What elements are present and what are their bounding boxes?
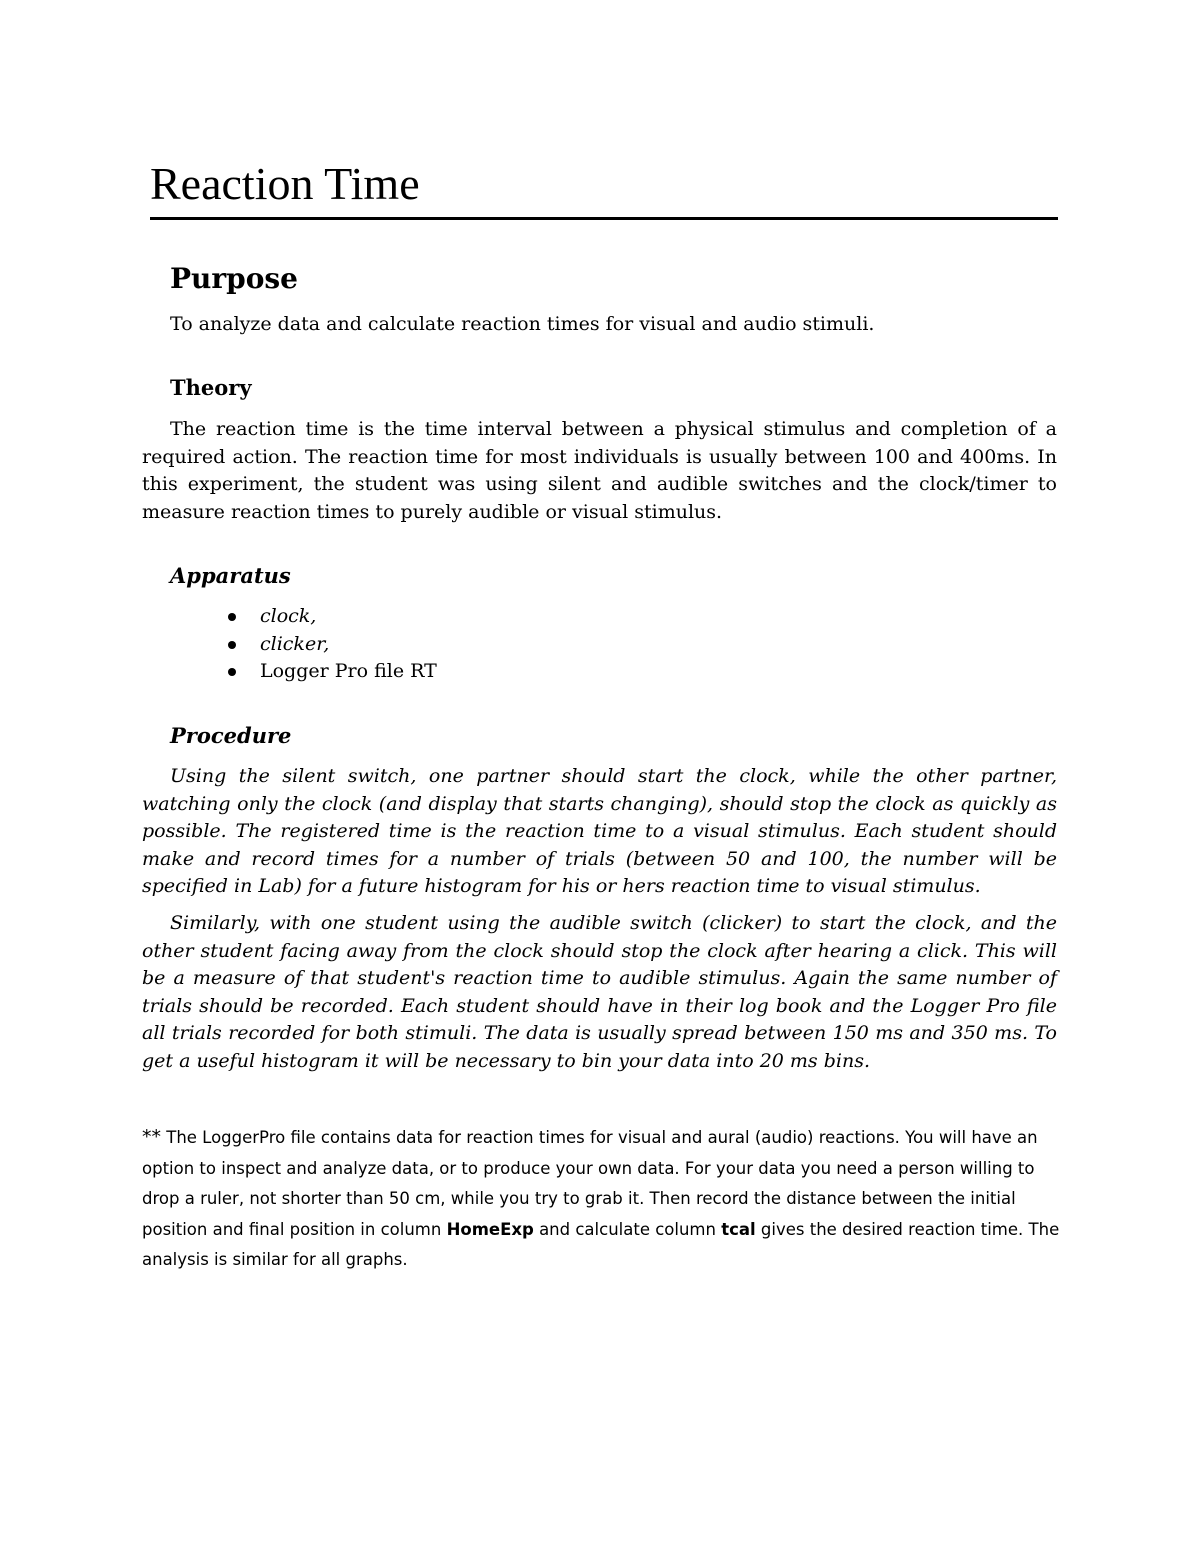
apparatus-heading: Apparatus [170,563,291,588]
list-item [220,658,437,686]
list-item-label: clock, [260,605,317,627]
note-text-part2: and calculate column [533,1219,722,1239]
list-item [220,603,437,631]
document-title: Reaction Time [150,158,420,209]
note-text-part1: The LoggerPro file contains data for reaction times for visual and aural (audio) reactions. You will have an option to inspect and analyze data, or to produce your own data. For your data you need a person willing to drop a ruler, not shorter than 50 cm, while you try to grab it. Then record the distance between the initial position and final position in column [142,1128,1038,1239]
list-item [220,631,437,659]
bullet-icon [228,613,236,621]
theory-paragraph: The reaction time is the time interval between a physical stimulus and completion of a required action. The reaction time for most individuals is usually between 100 and 400ms. In this experiment, the student was using silent and audible switches and the clock/timer to measure reaction times to purely audible or visual stimulus. [142,418,1057,523]
purpose-text: To analyze data and calculate reaction times for visual and audio stimuli. [170,313,875,335]
bullet-icon [228,668,236,676]
procedure-paragraph-audible: Similarly, with one student using the audible switch (clicker) to start the clock, and the other student facing away from the clock should stop the clock after hearing a click. This will be a measure of that student's reaction time to audible stimulus. Again the same number of trials should be recorded. Each student should have in their log book and the Logger Pro file all trials recorded for both stimuli. The data is usually spread between 150 ms and 350 ms. To get a useful histogram it will be necessary to bin your data into 20 ms bins. [142,912,1057,1072]
apparatus-list [220,603,437,686]
note-text-part3: gives the desired reaction time. The analysis is similar for all graphs. [142,1219,1060,1269]
title-underline [150,217,1058,220]
note-column-homeexp: HomeExp [446,1219,534,1239]
bullet-icon [228,641,236,649]
list-item-label: clicker, [260,632,330,655]
note-column-tcal: tcal [721,1219,756,1239]
purpose-heading: Purpose [170,262,298,295]
note-stars: ** [142,1126,161,1148]
procedure-paragraph-visual: Using the silent switch, one partner should start the clock, while the other partner, watching only the clock (and display that starts changing), should stop the clock as quickly as possible. The registered time is the reaction time to a visual stimulus. Each student should make and record times for a number of trials (between 50 and 100, the number will be specified in Lab) for a future histogram for his or hers reaction time to visual stimulus. [142,765,1057,897]
procedure-heading: Procedure [170,723,292,748]
loggerpro-note [142,1122,1062,1276]
list-item-label: Logger Pro file RT [260,660,437,682]
theory-heading: Theory [170,375,252,400]
